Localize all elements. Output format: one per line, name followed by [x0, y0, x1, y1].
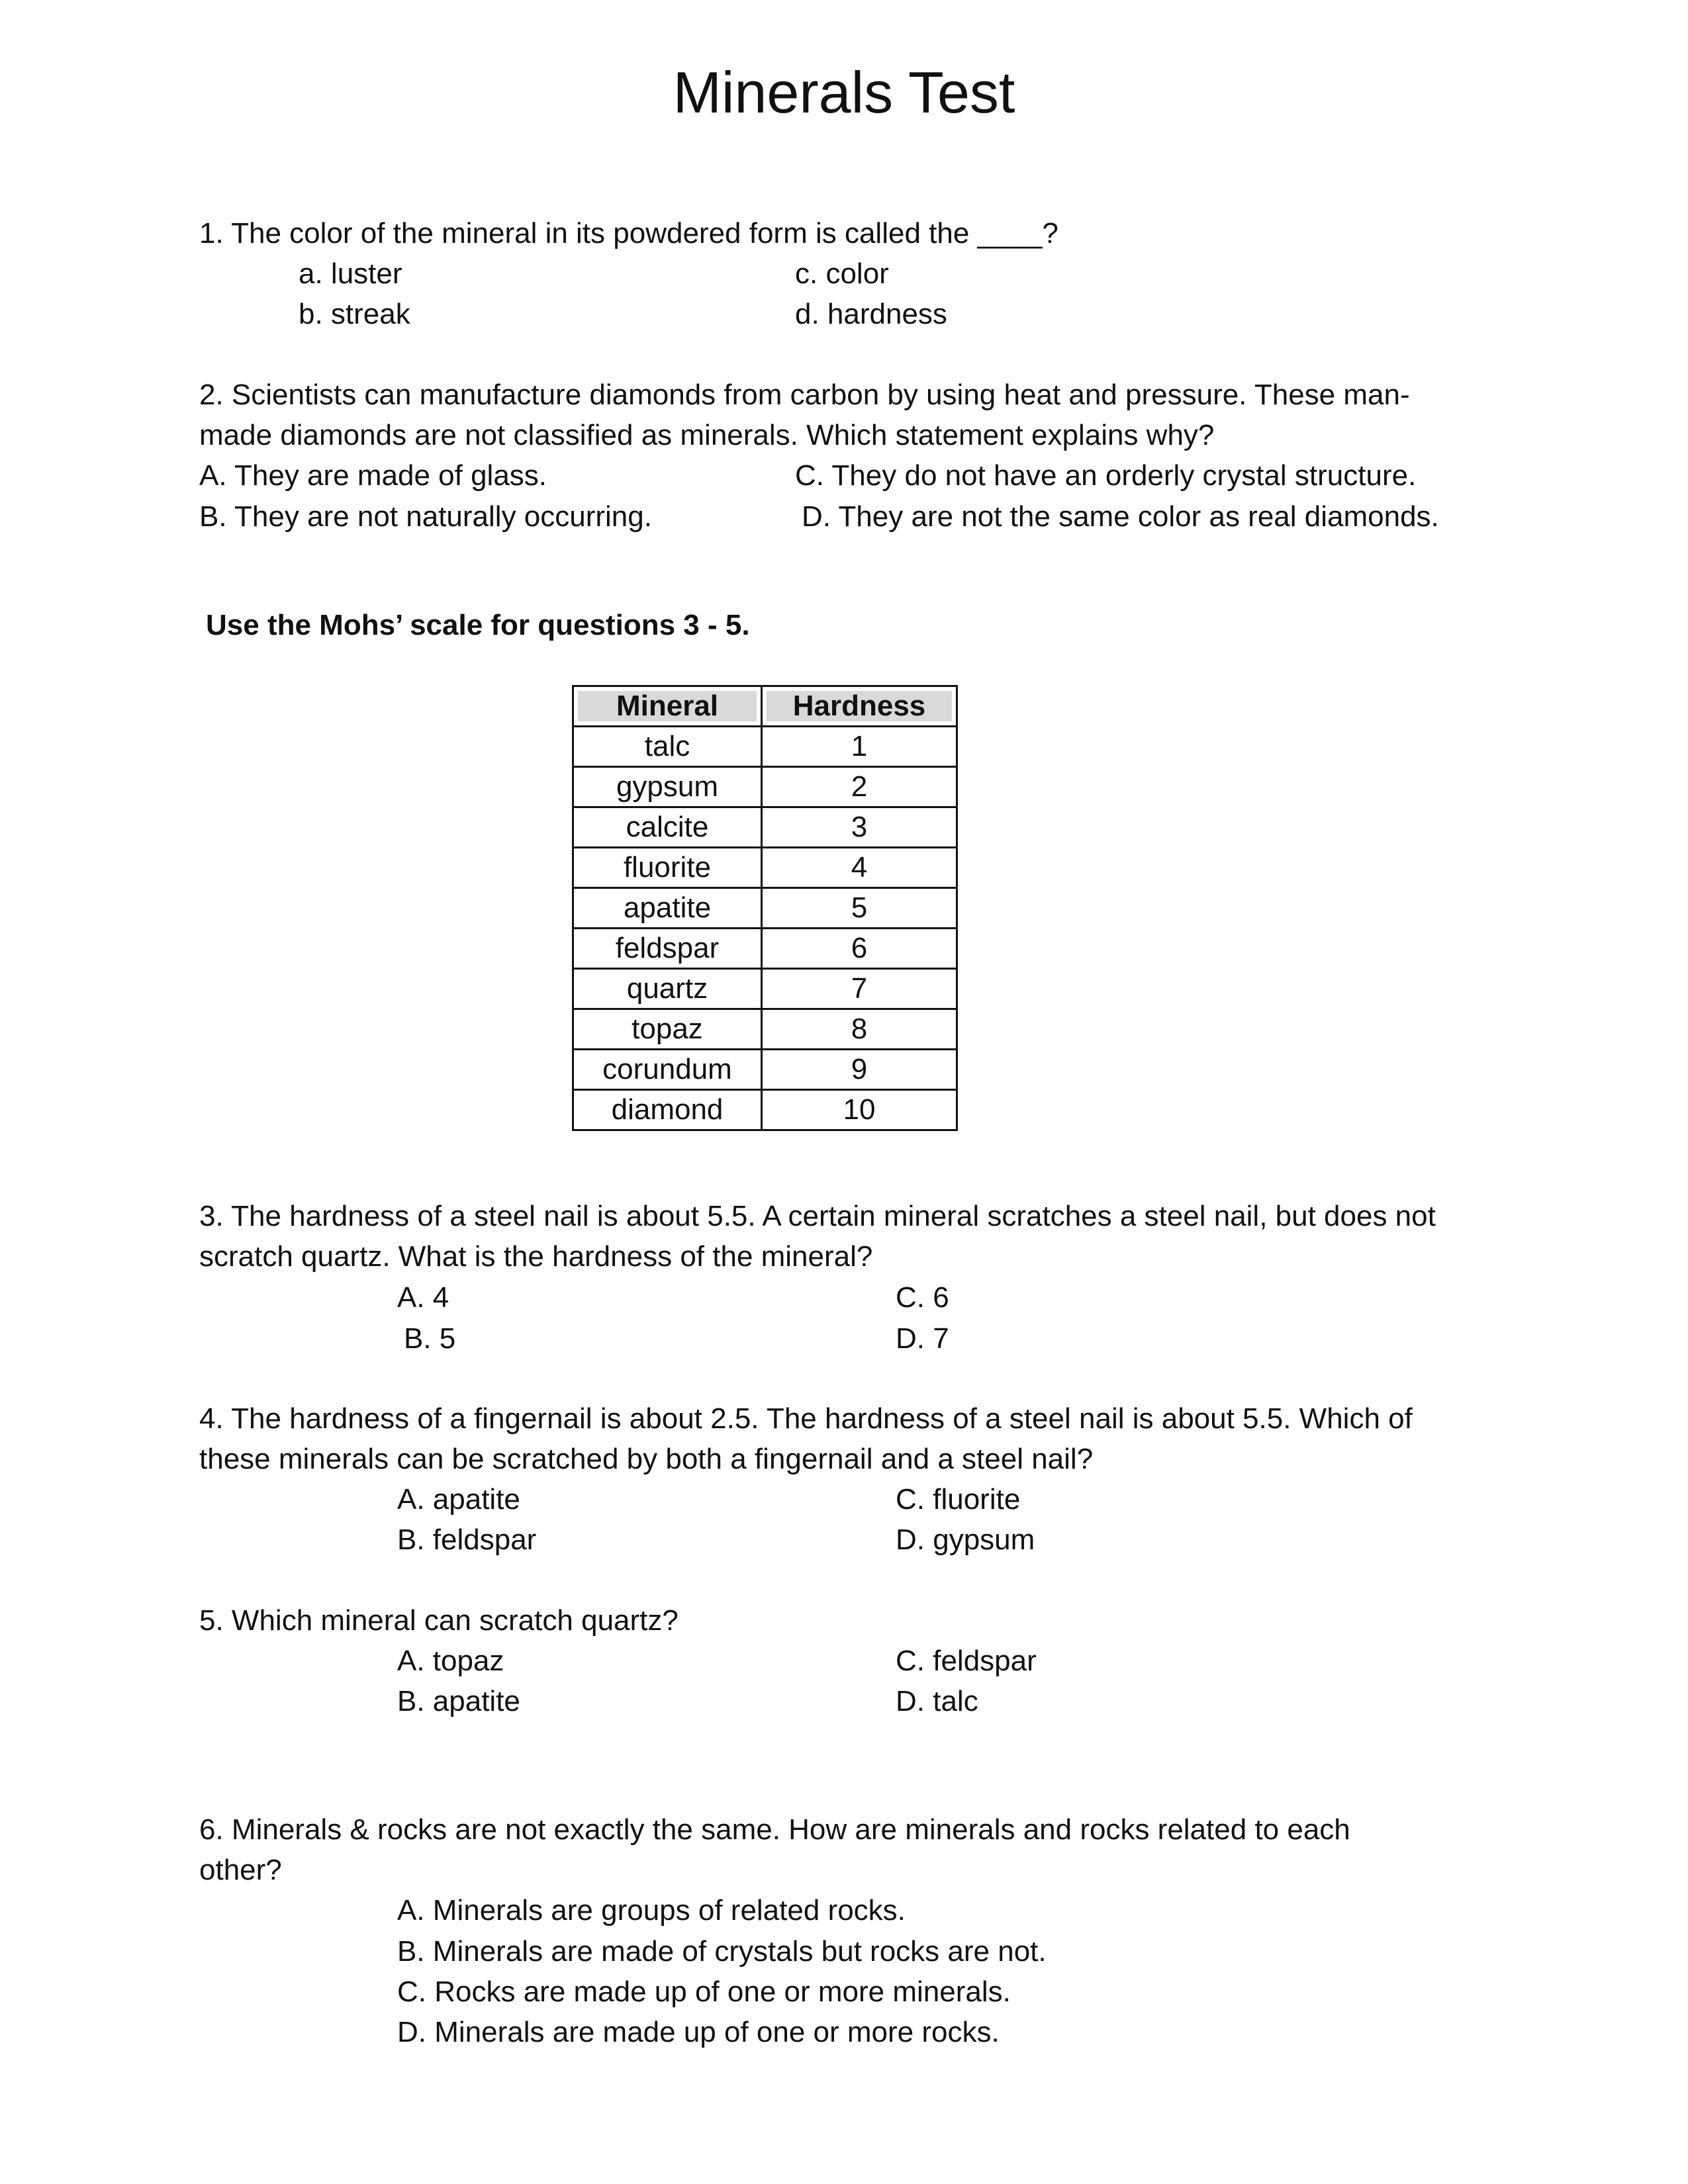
- mohs-scale-table: [572, 685, 958, 1131]
- page-title: Minerals Test: [673, 60, 1015, 125]
- hardness-cell: 6: [762, 929, 957, 969]
- hardness-cell: 9: [762, 1050, 957, 1090]
- hardness-cell: 3: [762, 807, 957, 848]
- question-3-line1: 3. The hardness of a steel nail is about 5.5. A certain mineral scratches a steel nail, but does not: [199, 1200, 1436, 1232]
- hardness-cell: 5: [762, 888, 957, 929]
- header-mineral: Mineral: [573, 686, 762, 727]
- mineral-cell: diamond: [573, 1090, 762, 1130]
- mohs-instruction: Use the Mohs’ scale for questions 3 - 5.: [206, 609, 750, 641]
- table-row: [573, 1090, 957, 1130]
- mineral-cell: feldspar: [573, 929, 762, 969]
- q4-option-d: D. gypsum: [896, 1524, 1035, 1556]
- q4-option-b: B. feldspar: [397, 1524, 537, 1556]
- mineral-cell: fluorite: [573, 848, 762, 888]
- q2-option-a: A. They are made of glass.: [199, 459, 547, 492]
- q3-option-d: D. 7: [896, 1322, 949, 1355]
- q1-option-c: c. color: [795, 257, 889, 290]
- question-6-line2: other?: [199, 1854, 282, 1886]
- q5-option-a: A. topaz: [397, 1645, 504, 1677]
- table-row: [573, 1050, 957, 1090]
- hardness-cell: 10: [762, 1090, 957, 1130]
- q3-option-a: A. 4: [397, 1281, 449, 1314]
- table-row: [573, 969, 957, 1009]
- q6-option-b: B. Minerals are made of crystals but rocks are not.: [397, 1935, 1047, 1968]
- mineral-cell: quartz: [573, 969, 762, 1009]
- mineral-cell: topaz: [573, 1009, 762, 1050]
- q2-option-b: B. They are not naturally occurring.: [199, 500, 652, 533]
- q6-option-c: C. Rocks are made up of one or more minerals.: [397, 1976, 1011, 2008]
- table-row: [573, 888, 957, 929]
- q5-option-d: D. talc: [896, 1685, 978, 1717]
- q2-option-c: C. They do not have an orderly crystal structure.: [795, 459, 1417, 492]
- table-row: [573, 767, 957, 807]
- question-5: 5. Which mineral can scratch quartz?: [199, 1604, 679, 1637]
- mineral-cell: corundum: [573, 1050, 762, 1090]
- question-2-line2: made diamonds are not classified as minerals. Which statement explains why?: [199, 419, 1215, 451]
- q1-option-b: b. streak: [299, 298, 410, 330]
- hardness-cell: 1: [762, 727, 957, 767]
- q3-option-c: C. 6: [896, 1281, 949, 1314]
- question-4-line1: 4. The hardness of a fingernail is about 2.5. The hardness of a steel nail is about 5.5. Which of: [199, 1402, 1413, 1435]
- mineral-cell: talc: [573, 727, 762, 767]
- mineral-cell: apatite: [573, 888, 762, 929]
- question-2-line1: 2. Scientists can manufacture diamonds from carbon by using heat and pressure. These man-: [199, 379, 1410, 411]
- table-row: [573, 848, 957, 888]
- q1-option-d: d. hardness: [795, 298, 947, 330]
- question-6-line1: 6. Minerals & rocks are not exactly the same. How are minerals and rocks related to each: [199, 1813, 1350, 1846]
- question-3-line2: scratch quartz. What is the hardness of the mineral?: [199, 1240, 873, 1273]
- mineral-cell: gypsum: [573, 767, 762, 807]
- q6-option-d: D. Minerals are made up of one or more rocks.: [397, 2016, 1000, 2048]
- mineral-cell: calcite: [573, 807, 762, 848]
- hardness-cell: 2: [762, 767, 957, 807]
- table-row: [573, 929, 957, 969]
- table-row: [573, 807, 957, 848]
- question-4-line2: these minerals can be scratched by both a fingernail and a steel nail?: [199, 1443, 1094, 1475]
- q4-option-c: C. fluorite: [896, 1483, 1021, 1516]
- q5-option-b: B. apatite: [397, 1685, 520, 1717]
- q1-option-a: a. luster: [299, 257, 402, 290]
- hardness-cell: 4: [762, 848, 957, 888]
- q2-option-d: D. They are not the same color as real diamonds.: [802, 500, 1439, 533]
- q5-option-c: C. feldspar: [896, 1645, 1037, 1677]
- q3-option-b: B. 5: [404, 1322, 456, 1355]
- table-row: [573, 1009, 957, 1050]
- q4-option-a: A. apatite: [397, 1483, 520, 1516]
- table-row: [573, 727, 957, 767]
- question-1: 1. The color of the mineral in its powdered form is called the ____?: [199, 217, 1058, 250]
- q6-option-a: A. Minerals are groups of related rocks.: [397, 1894, 906, 1927]
- hardness-cell: 7: [762, 969, 957, 1009]
- hardness-cell: 8: [762, 1009, 957, 1050]
- header-hardness: Hardness: [762, 686, 957, 727]
